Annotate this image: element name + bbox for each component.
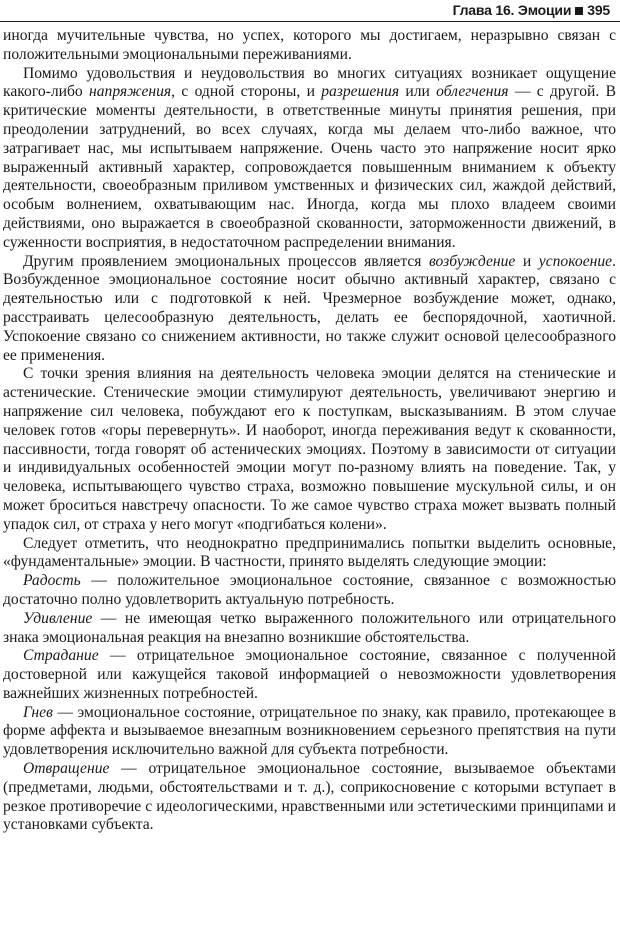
text-run: — с другой. В критические моменты деятельности, в ответственные минуты принятия решения, при преодолении затруднений, во всех случаях, когда мы делаем что-либо важное, что затрагивает нас, мы испытываем напряжение. Очень часто это напряжение носит ярко выраженный активный характер, сопровождается повышенным вниманием к объекту деятельности, своеобразным приливом умственных и физических сил, жаждой действий, особым волнением, охватывающим нас. Иногда, когда мы плохо владеем своими действиями, оно выражается в своеобразной скованности, заторможенности движений, в суженности восприятия, в недостаточном распределении внимания. bbox=[3, 83, 616, 251]
paragraph bbox=[3, 610, 616, 648]
paragraph bbox=[3, 704, 616, 760]
italic-term: Гнев bbox=[23, 703, 53, 721]
paragraph bbox=[3, 27, 616, 65]
text-run: Помимо удовольствия и неудовольствия во многих ситуациях возникает ощущение какого-либо bbox=[3, 64, 616, 101]
paragraph bbox=[3, 647, 616, 703]
italic-term: напряжения bbox=[89, 83, 172, 101]
italic-term: облегчения bbox=[436, 83, 509, 101]
paragraph bbox=[3, 65, 616, 253]
header-rule bbox=[0, 21, 620, 22]
page-body bbox=[3, 27, 616, 835]
text-run: — эмоциональное состояние, отрицательное по знаку, как правило, протекающее в форме аффекта и вызываемое внезапным возникновением серьезного препятствия на пути удовлетворения исключительно важной для субъекта потребности. bbox=[3, 703, 616, 759]
text-run: . Возбужденное эмоциональное состояние носит обычно активный характер, связано с деятельностью или с подготовкой к ней. Чрезмерное возбуждение может, однако, расстраивать целесообразную деятельность, делать ее беспорядочной, хаотичной. Успокоение связано со снижением активности, но также служит основой целесообразного ее применения. bbox=[3, 252, 616, 364]
italic-term: возбуждение bbox=[428, 252, 516, 270]
running-header bbox=[0, 0, 620, 26]
italic-term: Удивление bbox=[23, 609, 93, 627]
italic-term: успокоение bbox=[538, 252, 613, 270]
text-run: — отрицательное эмоциональное состояние, связанное с полученной достоверной или кажущейся таковой информацией о невозможности удовлетворения важнейших жизненных потребностей. bbox=[3, 647, 616, 702]
paragraph bbox=[3, 253, 616, 366]
italic-term: Радость bbox=[23, 572, 81, 590]
text-run: или bbox=[399, 83, 437, 101]
paragraph bbox=[3, 760, 616, 835]
paragraph bbox=[3, 365, 616, 534]
text-run: — не имеющая четко выраженного положительного или отрицательного знака эмоциональная реакция на внезапно возникшие обстоятельства. bbox=[3, 609, 616, 646]
square-bullet-icon bbox=[575, 7, 583, 15]
italic-term: разрешения bbox=[321, 83, 400, 101]
paragraph bbox=[3, 535, 616, 573]
italic-term: Страдание bbox=[23, 647, 99, 665]
text-run: — положительное эмоциональное состояние, связанное с возможностью достаточно полно удовлетворить актуальную потребность. bbox=[3, 572, 616, 608]
text-run: — отрицательное эмоциональное состояние, вызываемое объектами (предметами, людьми, обстоятельствами и т. д.), соприкосновение с которыми вступает в резкое противоречие с идеологическими, нравственными или эстетическими принципами и установками субъекта. bbox=[3, 760, 616, 834]
text-run: иногда мучительные чувства, но успех, которого мы достигаем, неразрывно связан с положительными эмоциональными переживаниями. bbox=[3, 27, 616, 63]
chapter-title: Глава 16. Эмоции bbox=[452, 2, 572, 18]
header-text bbox=[453, 2, 610, 18]
text-run: С точки зрения влияния на деятельность человека эмоции делятся на стенические и астенические. Стенические эмоции стимулируют деятельность, увеличивают энергию и напряжение сил человека, побуждают его к поступкам, высказываниям. В этом случае человек готов «горы перевернуть». И наоборот, иногда переживания ведут к скованности, пассивности, тогда говорят об астенических эмоциях. Поэтому в зависимости от ситуации и индивидуальных особенностей эмоции могут по-разному влиять на поведение. Так, у человека, испытывающего чувство страха, возможно повышение мускульной силы, и он может броситься навстречу опасности. То же самое чувство страха может вызвать полный упадок сил, от страха у него могут «подгибаться колени». bbox=[3, 365, 616, 533]
italic-term: Отвращение bbox=[23, 760, 110, 778]
paragraph bbox=[3, 572, 616, 610]
text-run: и bbox=[515, 252, 539, 270]
page-number: 395 bbox=[587, 2, 610, 18]
text-run: Другим проявлением эмоциональных процессов является bbox=[23, 252, 429, 270]
text-run: , с одной стороны, и bbox=[171, 83, 322, 101]
text-run: Следует отметить, что неоднократно предпринимались попытки выделить основные, «фундаментальные» эмоции. В частности, принято выделять следующие эмоции: bbox=[3, 534, 616, 571]
